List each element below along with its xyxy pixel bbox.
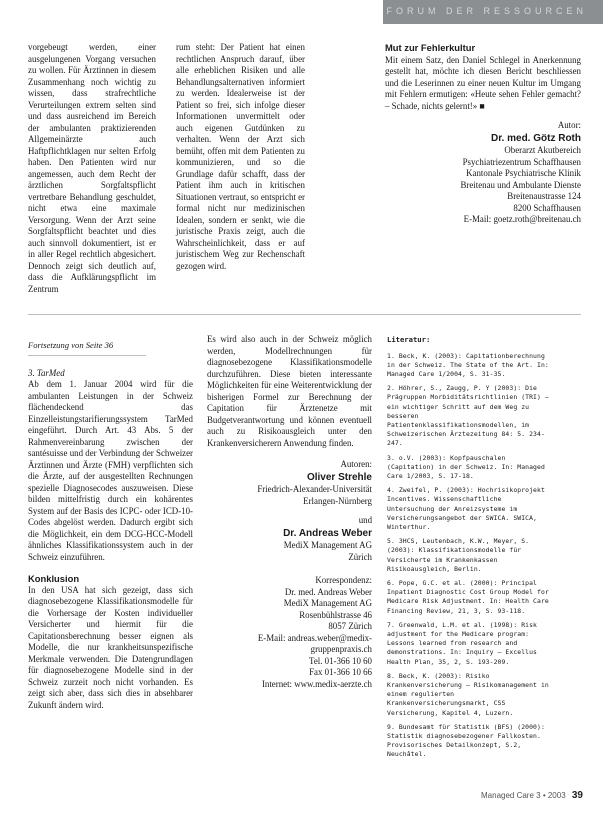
section-divider (28, 314, 581, 315)
section-heading-fehlerkultur: Mut zur Fehlerkultur (385, 42, 476, 53)
contact-email[interactable]: gruppenpraxis.ch (310, 644, 372, 654)
contact-line: Rosenbühlstrasse 46 (299, 609, 372, 620)
literature-item: 9. Bundesamt für Statistik (BFS) (2000): Statistik diagnosebezogener Fallkosten. Provisorisches Detailkonzept, S.2, Neuchâtel. (387, 722, 545, 759)
top-column-2 (176, 42, 305, 272)
author-line: Psychiatriezentrum Schaffhausen (462, 156, 581, 167)
author-and: und (358, 515, 372, 525)
top-column-3-text: Mit einem Satz, den Daniel Schlegel in Anerkennung gestellt hat, möchte ich diesen Bericht beschliessen und die Leserinnen zu einer neuen Kultur im Umgang mit Fehlern ermutigen: «Heute sehen Fehler gemacht? – Schade, nichts gelernt!» ■ (385, 54, 581, 111)
author-line: Breitenaustrasse 124 (507, 191, 581, 201)
bottom-column-1 (28, 340, 193, 711)
section-label: FORUM DER RESSOURCEN (386, 6, 587, 16)
journal-name: Managed Care 3 • 2003 (481, 791, 566, 800)
author-line: Zürich (348, 551, 372, 562)
author-line: Kantonale Psychiatrische Klinik (466, 168, 581, 178)
page-number: 39 (571, 790, 583, 801)
continuation-note: Fortsetzung von Seite 36 (28, 340, 146, 356)
contact-line: 8057 Zürich (328, 621, 372, 631)
top-column-1 (28, 42, 156, 295)
contact-website[interactable]: Internet: www.medix-aerzte.ch (261, 678, 372, 689)
section-header-tab (383, 0, 603, 24)
top-column-3 (385, 42, 581, 226)
literature-title: Literatur: (387, 335, 431, 344)
author-name: Dr. Andreas Weber (283, 527, 372, 539)
bottom-column-3-literature (387, 334, 552, 765)
page-footer (481, 790, 583, 801)
literature-item: 5. 3HCS, Leutenbach, K.W., Meyer, S. (2003): Klassifikationsmodelle für Versicherte im Krankenkassen Risikoausgleich, Berlin. (387, 537, 530, 573)
author-line: Erlangen-Nürnberg (303, 495, 372, 506)
top-column-2-text: rum steht: Der Patient hat einen rechtlichen Anspruch darauf, über alle erheblichen Risiken und alle Behandlungsalternativen informiert zu werden. Idealerweise ist der Patient so frei, sich infolge dieser Informationen unvermittelt oder auch eigenen Gutdünken zu verhalten. Wenn der Arzt sich bemüht, offen mit dem Patienten zu kommunizieren, und so die Grundlage dafür schafft, dass der Patient ihm auch in kritischen Situationen vertraut, so entspricht er formal nicht nur medizinischen Idealen, sondern er senkt, wie die juristische Praxis zeigt, auch die Wahrscheinlichkeit, dass er auf juristischem Weg zur Rechenschaft gezogen wird. (176, 42, 305, 271)
literature-item: 3. o.V. (2003): Kopfpauschalen (Capitation) in der Schweiz. In: Managed Care 1/2003, S. 17-18. (387, 453, 545, 480)
author-email[interactable]: E-Mail: goetz.roth@breitenau.ch (463, 214, 581, 224)
author-line: Breitenau und Ambulante Dienste (460, 179, 581, 190)
authors-block (207, 459, 372, 563)
literature-item: 4. Zweifel, P. (2003): Hochrisikoprojekt Incentives. Wissenschaftliche Untersuchung der Anreizsysteme im Versicherungsangebot der SWICA. SWICA, Winterthur. (387, 486, 545, 531)
contact-label: Korrespondenz: (315, 575, 372, 585)
author-block-top (385, 120, 581, 226)
bottom-column-2 (207, 334, 372, 690)
section-heading-konklusion: Konklusion (28, 573, 80, 584)
subsection-heading-tarmed: 3. TarMed (28, 367, 65, 378)
contact-line: MediX Management AG (283, 598, 372, 608)
bottom-column-1-text: Ab dem 1. Januar 2004 wird für die ambulanten Leistungen in der Schweiz flächendeckend das Einzelleistungstarifierungssystem TarMed eingeführt. Durch Art. 43 Abs. 5 der Rahmenvereinbarung zwischen der santésuisse und der Verbindung der Schweizer Ärztinnen und Ärzte (FMH) verpflichten sich die Ärzte, auf der ausgestellten Rechnungen spezielle Diagnosecodes auszuweisen. Diese bilden mittelfristig durch ein kohärentes System auf der Basis des ICPC- oder ICD-10-Codes abgelöst werden. Dadurch ergibt sich die Möglichkeit, ein dem DCG-HCC-Modell ähnliches Klassifikationssystem auch in der Schweiz einzuführen. (28, 379, 193, 562)
contact-block (207, 575, 372, 690)
author-name: Oliver Strehle (306, 471, 372, 483)
author-line: Friedrich-Alexander-Universität (257, 484, 372, 494)
literature-item: 8. Beck, K. (2003): Risiko Krankenversicherung – Risikomanagement in einem regulierten Krankenversicherungsmarkt, CSS Versicherung, Kapitel 4, Luzern. (387, 671, 549, 717)
contact-line: Dr. med. Andreas Weber (284, 586, 372, 597)
literature-item: 1. Beck, K. (2003): Capitationberechnung in der Schweiz. The State of the Art. In: Managed Care 1/2004, S. 31-35. (387, 351, 549, 378)
literature-item: 7. Greenwald, L.M. et al. (1998): Risk adjustment for the Medicare program: Lessons learned from research and demonstrations. In: Inquiry – Excellus Health Plan, 35, 2, S. 193-209. (387, 620, 538, 666)
contact-email[interactable]: E-Mail: andreas.weber@medix- (257, 632, 372, 643)
contact-fax: Fax 01-366 10 66 (309, 667, 372, 677)
bottom-column-1-text-b: In den USA hat sich gezeigt, dass sich diagnosebezogene Klassifikationsmodelle für die Vorhersage der Kosten individueller Versicherter und hiermit für die Capitationsberechnung besser eignen als Modelle, die nur krankheitsunspezifische Merkmale verwenden. Die Datengrundlagen für diagnosebezogene Modelle sind in der Schweiz zurzeit noch nicht vorhanden. Es zeigt sich aber, dass sich dies in absehbarer Zukunft ändern wird. (28, 584, 193, 710)
author-label: Autor: (557, 120, 581, 130)
literature-item: 6. Pope, G.C. et al. (2000): Principal Inpatient Diagnostic Cost Group Model for Medicare Risk Adjustment. In: Health Care Financing Review, 21, 3, S. 93-118. (387, 578, 549, 615)
top-column-1-text: vorgebeugt werden, einer ausgelungenen Vorgang versuchen zu wollen. Für Ärztinnen in diesem Zusammenhang noch wichtig zu wissen, dass strafrechtliche Verurteilungen extrem selten sind und dass ausreichend im Bereich der ambulanten praktizierenden Allgemeinärzte auch Haftpflichtklagen nur selten Erfolg haben. Den Patienten wird nur angemessen, auch dem Recht der ärztlichen Sorgfaltspflicht vertretbare Behandlung geschuldet, nicht etwa eine maximale Versorgung. Wenn der Arzt seine Sorgfaltspflicht beachtet und dies auch sinnvoll dokumentiert, ist er in aller Regel rechtlich abgesichert. Dennoch zeigt sich deutlich auf, dass die Aufklärungspflicht im Zentrum (28, 42, 156, 294)
author-line: 8200 Schaffhausen (513, 202, 581, 213)
author-name: Dr. med. Götz Roth (491, 132, 581, 144)
literature-item: 2. Höhrer, S., Zaugg, P. Y (2003): Die Prägruppen Morbiditätsrichtlinien (TRI) – ein wichtiger Schritt auf dem Weg zu besseren Patientenklassifikationsmodellen, im Schweizerischen Ärztezeitung 84: 5. 234-247. (387, 384, 549, 448)
literature-list (387, 352, 552, 760)
authors-label: Autoren: (340, 459, 372, 469)
author-line: Oberarzt Akutbereich (504, 145, 581, 155)
bottom-column-2-text: Es wird also auch in der Schweiz möglich werden, Modellrechnungen für diagnosebezogene Klassifikationsmodelle durchzuführen. Diese bieten interessante Möglichkeiten für eine Weiterentwicklung der bisherigen Formel zur Berechnung der Capitation für Ärztenetze mit Budgetverantwortung und können eventuell auch zu Risikoausgleich unter den Krankenversicherern Anwendung finden. (207, 334, 372, 448)
contact-phone: Tel. 01-366 10 60 (309, 655, 372, 666)
author-line: MediX Management AG (283, 540, 372, 550)
